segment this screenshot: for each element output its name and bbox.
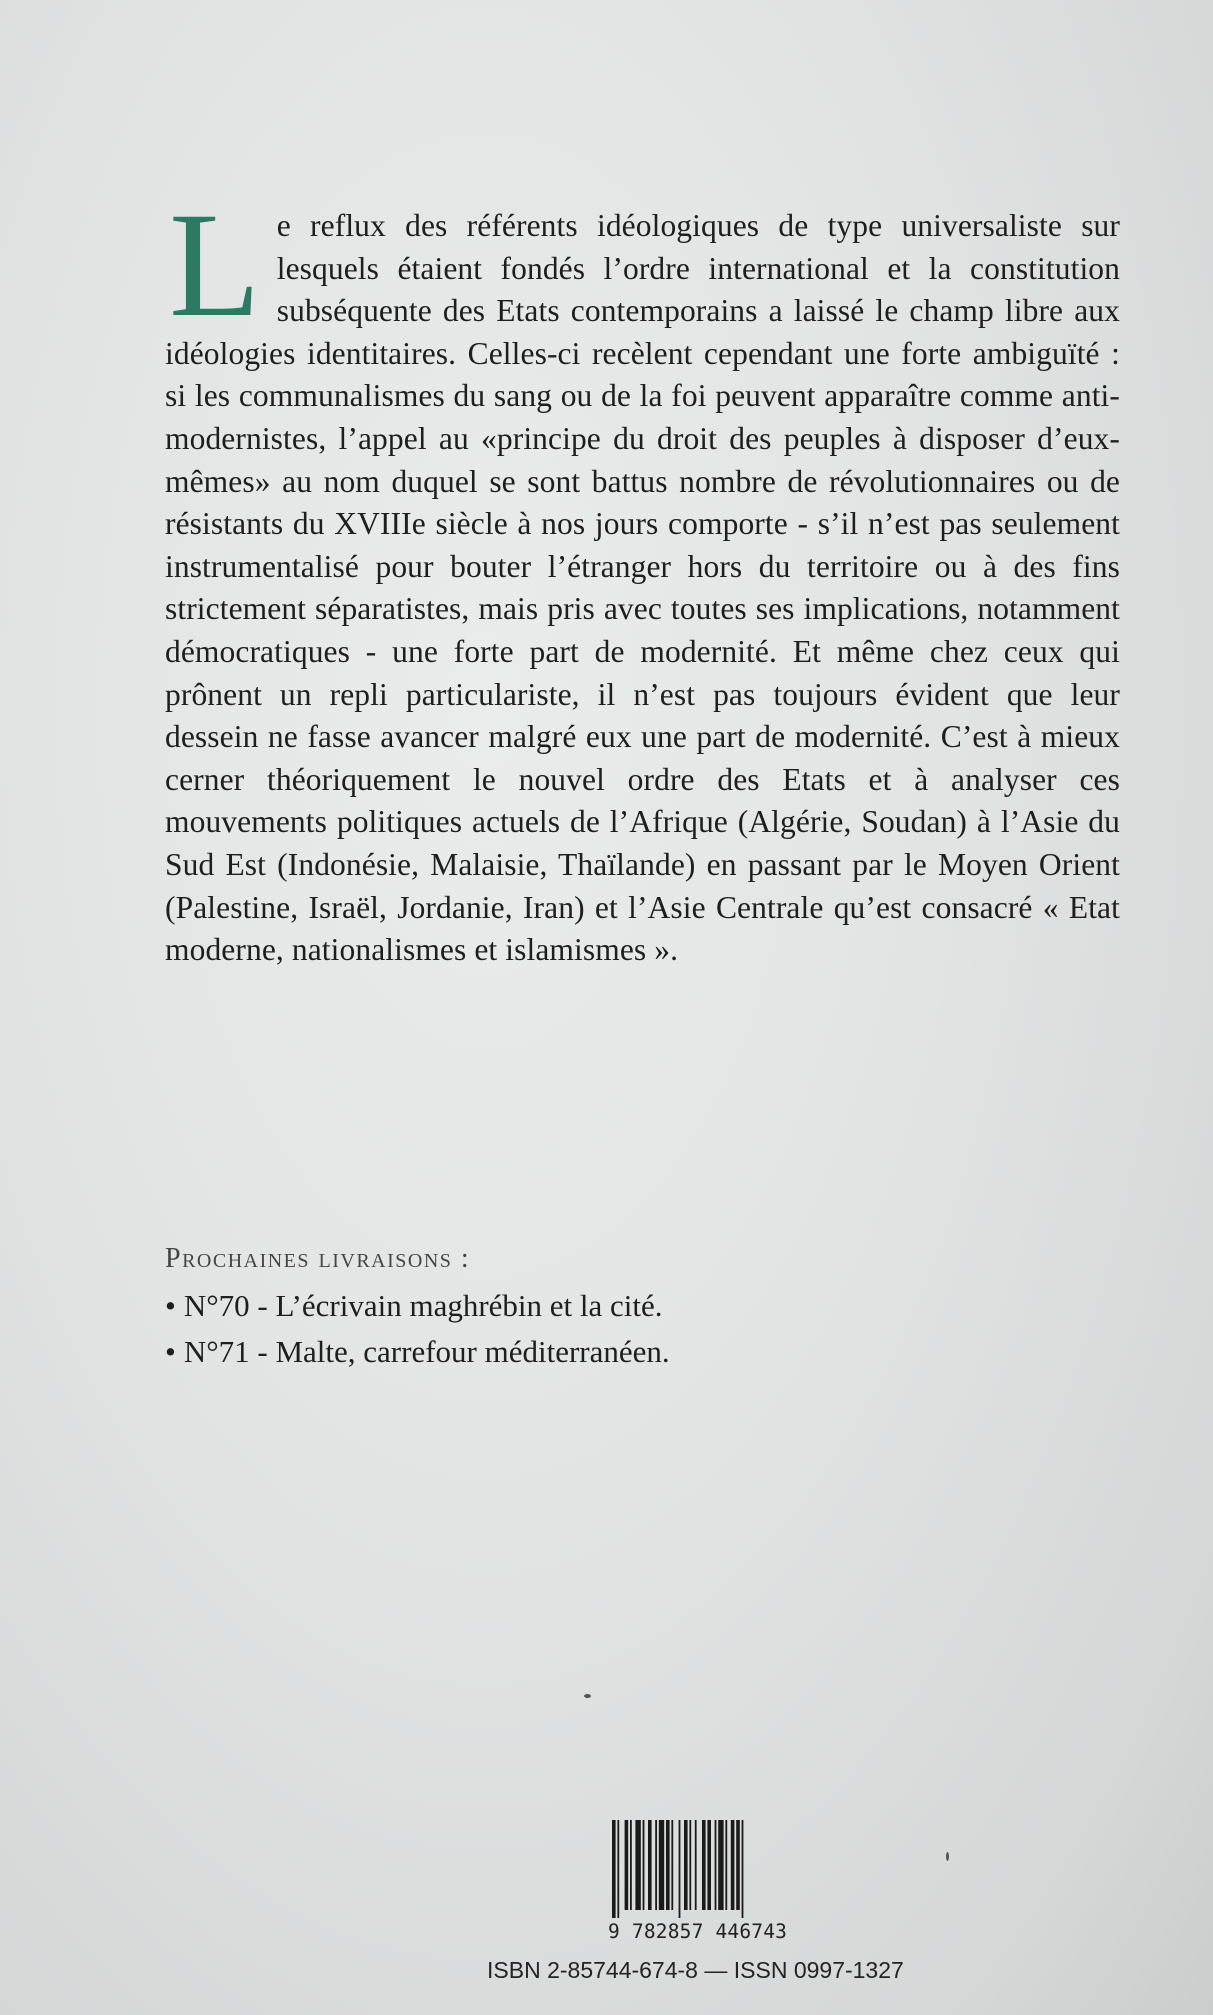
barcode-bar (725, 1820, 727, 1910)
barcode-bar (731, 1820, 735, 1910)
barcode-bar (612, 1820, 616, 1918)
barcode-bar (695, 1820, 697, 1910)
upcoming-issue-text: N°70 - L’écrivain maghrébin et la cité. (183, 1288, 663, 1323)
paper-speck (584, 1694, 591, 1698)
barcode-bar (625, 1820, 629, 1910)
isbn-issn-line: ISBN 2-85744-674-8 — ISSN 0997-1327 (487, 1957, 904, 1983)
barcode-bar (630, 1820, 632, 1910)
barcode-bar (679, 1820, 681, 1918)
barcode-bar (684, 1820, 688, 1910)
barcode-digits: 9 782857 446743 (608, 1920, 788, 1943)
barcode-bar (715, 1820, 717, 1910)
blurb-text: e reflux des référents idéologiques de type universaliste sur lesquels étaient fondés l’ordre international et la constitution subséquente des Etats contemporains a laissé le champ libre aux idéologies identitaires. Celles-ci recèlent cependant une forte ambiguïté : si les communalismes du sang ou de la foi peuvent apparaître comme anti-modernistes, l’appel au «principe du droit des peuples à disposer d’eux-mêmes» au nom duquel se sont battus nombre de révolutionnaires ou de résistants du XVIIIe siècle à nos jours comporte - s’il n’est pas seulement instrumentalisé pour bouter l’étranger hors du territoire ou à des fins strictement séparatistes, mais pris avec toutes ses implications, notamment démocratiques - une forte part de modernité. Et même chez ceux qui prônent un repli particulariste, il n’est pas toujours évident que leur dessein ne fasse avancer malgré eux une part de modernité. C’est à mieux cerner théoriquement le nouvel ordre des Etats et à analyser ces mouvements politiques actuels de l’Afrique (Algérie, Soudan) à l’Asie du Sud Est (Indonésie, Malaisie, Thaïlande) en passant par le Moyen Orient (Palestine, Israël, Jordanie, Iran) et l’Asie Centrale qu’est consacré « Etat moderne, nationalismes et islamismes ». (165, 208, 1120, 968)
barcode-bar (689, 1820, 691, 1910)
barcode-bar (655, 1820, 657, 1910)
bullet-icon: • (165, 1288, 176, 1323)
barcode-bar (718, 1820, 723, 1910)
barcode-bar (648, 1820, 652, 1910)
upcoming-issue-text: N°71 - Malte, carrefour méditerranéen. (183, 1334, 670, 1369)
upcoming-issue-item (165, 1283, 670, 1329)
upcoming-issues-section (165, 1237, 670, 1375)
barcode-bar (659, 1820, 664, 1910)
barcode-bar (635, 1820, 640, 1910)
barcode-bar (617, 1820, 619, 1918)
drop-cap-letter: L (169, 182, 261, 348)
barcode (608, 1820, 818, 1943)
barcode-bar (671, 1820, 673, 1910)
barcode-bar (742, 1820, 744, 1918)
bullet-icon: • (165, 1334, 176, 1369)
barcode-bars (608, 1820, 818, 1918)
blurb-paragraph (165, 182, 1120, 972)
barcode-bar (736, 1820, 740, 1910)
upcoming-issues-title: Prochaines livraisons : (165, 1243, 471, 1274)
barcode-bar (643, 1820, 645, 1910)
barcode-bar (666, 1820, 670, 1910)
paper-speck (946, 1852, 949, 1861)
upcoming-issue-item (165, 1329, 670, 1375)
barcode-bar (702, 1820, 706, 1910)
barcode-bar (707, 1820, 711, 1910)
